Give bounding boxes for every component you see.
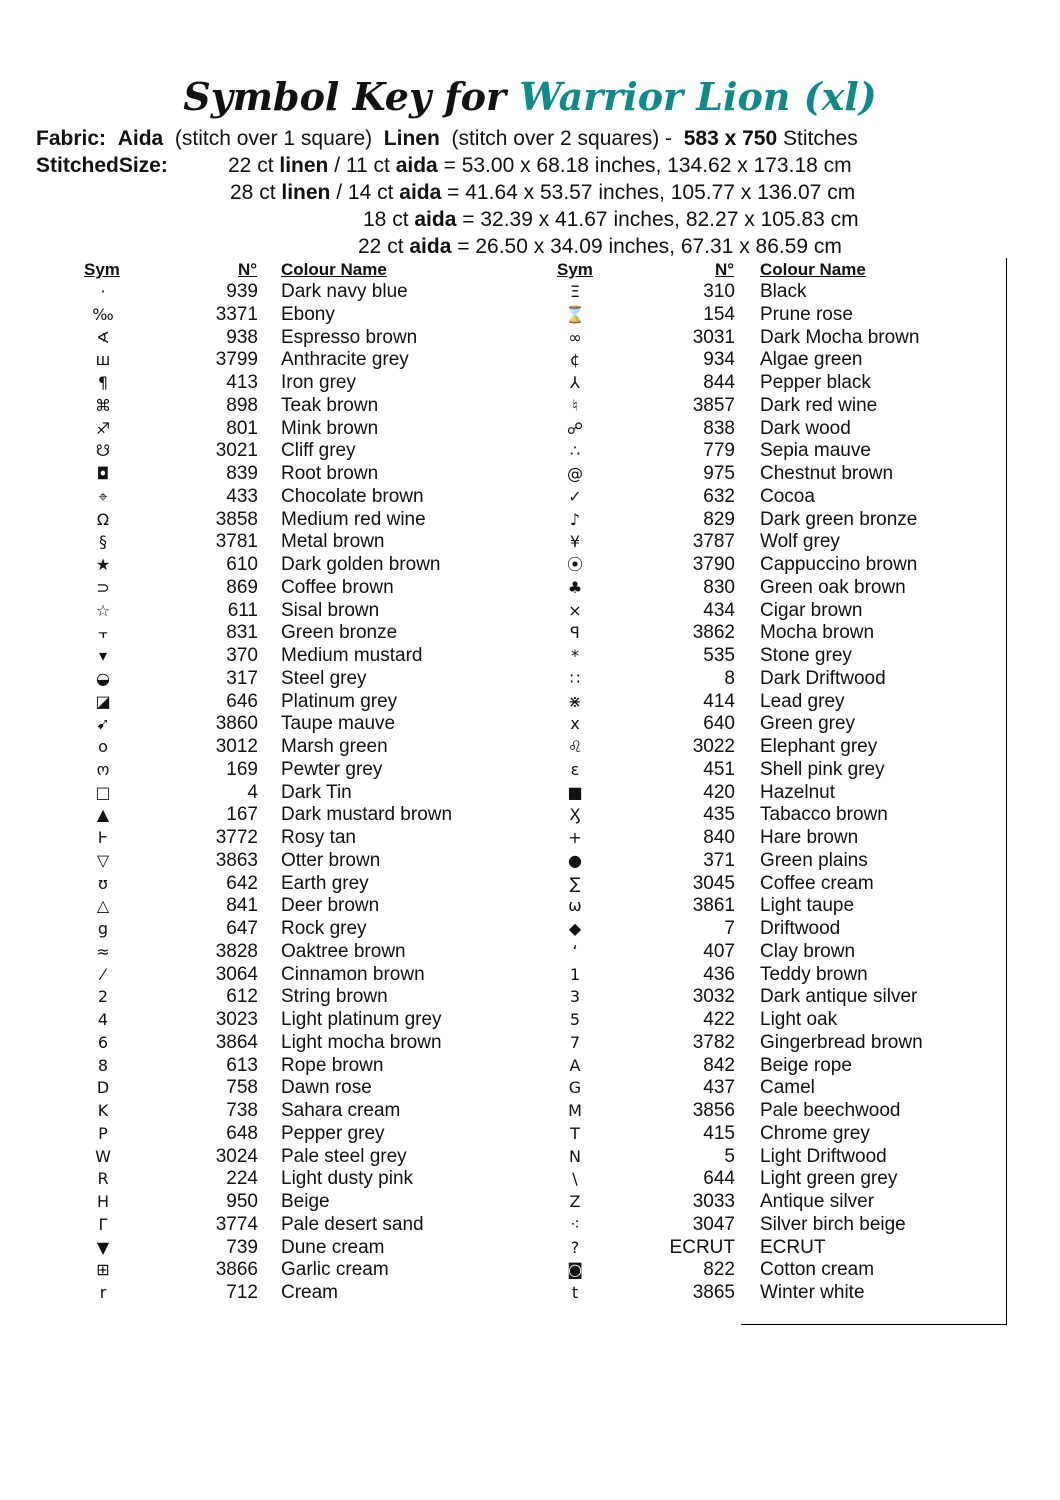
dmc-number: 3866 <box>215 1259 258 1281</box>
colour-name: Chrome grey <box>760 1122 870 1144</box>
dmc-number: 3045 <box>692 872 735 894</box>
symbol-glyph: Γ <box>98 1214 108 1234</box>
symbol-glyph: ≈ <box>96 941 110 961</box>
colour-name: Light Driftwood <box>760 1145 887 1167</box>
dmc-number: 3799 <box>215 349 258 371</box>
symbol-glyph: ш <box>95 350 111 370</box>
dmc-number: 738 <box>226 1100 258 1121</box>
symbol-glyph: G <box>568 1078 582 1098</box>
dmc-number: 3864 <box>215 1031 258 1053</box>
symbol-glyph: ● <box>568 850 582 870</box>
symbol-glyph: D <box>96 1078 110 1098</box>
fabric-linen-note: (stitch over 2 squares) - <box>451 127 673 150</box>
symbol-glyph: Z <box>569 1192 581 1211</box>
colour-name: Clay brown <box>760 940 856 962</box>
symbol-glyph: M <box>568 1101 582 1120</box>
dmc-number: 3772 <box>215 827 258 848</box>
colour-name: Mink brown <box>281 417 379 439</box>
dmc-number: 3863 <box>215 849 258 871</box>
dmc-number: 646 <box>226 690 258 712</box>
size-line-3: 18 ct aida = 32.39 x 41.67 inches, 82.27 x 105.83 cm <box>363 208 859 231</box>
colour-name: Winter white <box>760 1282 865 1303</box>
symbol-glyph: T <box>570 1123 580 1143</box>
dmc-number: 838 <box>703 417 735 439</box>
colour-name: Dark navy blue <box>281 281 408 302</box>
dmc-number: 611 <box>227 599 258 621</box>
symbol-glyph: \ <box>572 1169 578 1189</box>
colour-name: Dawn rose <box>281 1077 372 1099</box>
colour-name: Iron grey <box>281 372 356 393</box>
symbol-glyph: ☍ <box>566 418 584 438</box>
colour-name: Beige <box>281 1191 330 1212</box>
colour-name: Green plains <box>760 849 868 871</box>
symbol-glyph: ◪ <box>95 691 111 711</box>
colour-name: Dark mustard brown <box>281 804 453 826</box>
dmc-number: 371 <box>703 849 735 871</box>
dmc-number: 154 <box>703 303 735 325</box>
dmc-number: 3371 <box>215 303 258 325</box>
symbol-glyph: ⁖ <box>570 1214 580 1234</box>
symbol-glyph: ▽ <box>96 850 110 870</box>
dmc-number: 413 <box>226 372 258 393</box>
symbol-glyph: ¶ <box>97 373 109 392</box>
colour-name: Silver birch beige <box>760 1213 906 1235</box>
symbol-glyph: ♪ <box>569 509 581 529</box>
colour-name: Sisal brown <box>281 599 380 621</box>
symbol-glyph: ⊞ <box>96 1260 110 1280</box>
symbol-glyph: ⌘ <box>95 395 111 415</box>
dmc-number: 3856 <box>692 1100 735 1121</box>
symbol-glyph: ▼ <box>96 1237 110 1257</box>
colour-name: Pale beechwood <box>760 1100 901 1121</box>
symbol-glyph: o <box>98 737 108 756</box>
colour-name: Dark golden brown <box>281 554 441 575</box>
symbol-glyph: ◘ <box>96 464 110 483</box>
symbol-glyph: ꟼ <box>570 623 580 643</box>
symbol-glyph: ♣ <box>567 577 583 597</box>
dmc-number: 898 <box>226 394 258 416</box>
dmc-number: 3858 <box>215 508 258 530</box>
dmc-number: 437 <box>703 1077 735 1099</box>
colour-name: Light dusty pink <box>281 1168 414 1190</box>
dmc-number: 3032 <box>692 986 735 1008</box>
symbol-glyph: Ӽ <box>569 805 581 825</box>
right-border-line <box>1006 258 1007 1324</box>
symbol-glyph: § <box>99 532 107 552</box>
dmc-number: 841 <box>226 895 258 917</box>
symbol-glyph: ∴ <box>569 441 581 461</box>
symbol-glyph: □ <box>95 782 111 802</box>
colour-name: Rock grey <box>281 918 367 939</box>
dmc-number: 3064 <box>215 963 258 985</box>
colour-name: Cocoa <box>760 485 815 507</box>
symbol-glyph: 8 <box>97 1055 109 1075</box>
symbol-glyph: ◆ <box>568 919 582 938</box>
colour-name: Teddy brown <box>760 963 868 985</box>
symbol-glyph: · <box>100 282 106 301</box>
dmc-number: 869 <box>226 576 258 598</box>
symbol-glyph: ◒ <box>96 668 110 688</box>
symbol-glyph: ⁄ <box>101 964 105 984</box>
colour-name: ECRUT <box>760 1236 826 1258</box>
symbol-glyph: ⊃ <box>96 577 110 597</box>
symbol-glyph: 2 <box>97 987 109 1007</box>
colour-name: Earth grey <box>281 872 369 894</box>
symbol-glyph: 5 <box>569 1010 581 1029</box>
symbol-glyph: W <box>95 1146 111 1166</box>
dmc-number: 420 <box>703 781 735 803</box>
dmc-number: 642 <box>226 872 258 894</box>
colour-name: Lead grey <box>760 690 845 712</box>
dmc-number: 3781 <box>215 531 258 553</box>
colour-name: Green oak brown <box>760 576 906 598</box>
dmc-number: 3860 <box>215 713 258 735</box>
page-title <box>0 74 1060 119</box>
symbol-glyph: * <box>571 646 579 665</box>
dmc-number: 407 <box>703 940 735 962</box>
symbol-glyph: ♐ <box>95 418 111 438</box>
dmc-number: 610 <box>226 554 258 575</box>
symbol-glyph: @ <box>567 464 583 483</box>
dmc-number: 436 <box>703 963 735 985</box>
symbol-glyph: ‰ <box>92 304 114 324</box>
dmc-number: 435 <box>703 804 735 826</box>
dmc-number: 975 <box>703 463 735 484</box>
colour-name: Rope brown <box>281 1054 384 1076</box>
colour-name: Taupe mauve <box>281 713 396 735</box>
fabric-aida: Aida <box>117 127 164 150</box>
symbol-glyph: N <box>569 1146 581 1166</box>
dmc-number: 3033 <box>692 1191 735 1212</box>
dmc-number: 7 <box>724 918 735 939</box>
header-num-left: N° <box>238 260 258 279</box>
stitch-count: 583 x 750 <box>683 127 778 150</box>
dmc-number: 950 <box>226 1191 258 1212</box>
symbol-glyph: ε <box>570 759 580 779</box>
colour-name: Pewter grey <box>281 758 383 780</box>
symbol-glyph: ∢ <box>96 327 110 347</box>
fabric-label: Fabric: <box>36 127 107 150</box>
dmc-number: 5 <box>724 1145 735 1167</box>
symbol-glyph: ∷ <box>569 668 581 688</box>
colour-name: Light mocha brown <box>281 1031 442 1053</box>
symbol-glyph: R <box>97 1169 109 1189</box>
colour-name: Driftwood <box>760 918 841 939</box>
header-num-right: N° <box>715 260 735 279</box>
symbol-glyph: △ <box>96 896 110 916</box>
colour-name: Metal brown <box>281 531 385 553</box>
symbol-glyph: 1 <box>569 964 581 984</box>
dmc-number: 644 <box>703 1168 735 1190</box>
fabric-aida-note: (stitch over 1 square) <box>174 127 373 150</box>
symbol-glyph: Ξ <box>569 282 581 301</box>
dmc-number: 840 <box>703 827 735 848</box>
colour-name: Pale steel grey <box>281 1145 407 1167</box>
symbol-glyph: 3 <box>569 987 581 1007</box>
symbol-glyph: ⦿ <box>566 555 583 574</box>
dmc-number: 822 <box>703 1259 735 1281</box>
colour-name: Cliff grey <box>281 440 356 462</box>
dmc-number: 842 <box>703 1054 735 1076</box>
colour-name: Dark antique silver <box>760 986 918 1008</box>
symbol-glyph: 6 <box>97 1032 109 1052</box>
colour-name: Dark Driftwood <box>760 667 886 689</box>
symbol-glyph: Ω <box>96 509 110 529</box>
symbol-glyph: ✓ <box>568 486 582 506</box>
dmc-number: 844 <box>703 372 735 393</box>
size-line-1: 22 ct linen / 11 ct aida = 53.00 x 68.18 inches, 134.62 x 173.18 cm <box>228 154 852 177</box>
colour-name: Rosy tan <box>281 827 356 848</box>
dmc-number: 451 <box>703 758 735 780</box>
dmc-number: 3857 <box>692 394 735 416</box>
symbol-glyph: ო <box>96 759 110 779</box>
dmc-number: 415 <box>703 1122 735 1144</box>
colour-name: Cream <box>281 1282 339 1303</box>
dmc-number: 839 <box>226 463 258 484</box>
colour-name: Prune rose <box>760 303 853 325</box>
symbol-glyph: ∑ <box>569 873 581 893</box>
dmc-number: 938 <box>226 326 258 348</box>
symbol-glyph: ♮ <box>572 395 578 415</box>
symbol-glyph: A <box>569 1055 581 1075</box>
colour-name: Antique silver <box>760 1191 875 1212</box>
colour-name: Wolf grey <box>760 531 840 553</box>
dmc-number: 712 <box>226 1282 258 1303</box>
size-line-2: 28 ct linen / 14 ct aida = 41.64 x 53.57 inches, 105.77 x 136.07 cm <box>230 181 856 204</box>
dmc-number: 3774 <box>215 1213 258 1235</box>
dmc-number: 3021 <box>215 440 258 462</box>
symbol-glyph: ◙ <box>567 1260 583 1280</box>
dmc-number: ECRUT <box>669 1236 735 1258</box>
dmc-number: 434 <box>703 599 735 621</box>
symbol-glyph: r <box>99 1283 107 1302</box>
symbol-glyph: ʻ <box>572 941 578 961</box>
dmc-number: 317 <box>226 667 258 689</box>
colour-name: Gingerbread brown <box>760 1031 923 1053</box>
symbol-glyph: ∞ <box>568 327 582 347</box>
colour-name: Sepia mauve <box>760 440 871 462</box>
colour-name: Ebony <box>281 303 335 325</box>
colour-name: Dark Tin <box>281 781 352 803</box>
colour-name: Medium mustard <box>281 645 423 666</box>
colour-name: Light platinum grey <box>281 1009 442 1030</box>
colour-name: Pepper black <box>760 372 871 393</box>
colour-name: Camel <box>760 1077 815 1099</box>
dmc-number: 310 <box>703 281 735 302</box>
colour-name: Medium red wine <box>281 508 426 530</box>
colour-name: Light oak <box>760 1009 838 1030</box>
colour-name: Otter brown <box>281 849 381 871</box>
symbol-glyph: ? <box>570 1237 580 1257</box>
dmc-number: 8 <box>724 667 735 689</box>
dmc-number: 3022 <box>692 736 735 757</box>
symbol-glyph: ⫟ <box>98 623 108 643</box>
dmc-number: 3031 <box>692 326 735 348</box>
size-line-4: 22 ct aida = 26.50 x 34.09 inches, 67.31 x 86.59 cm <box>358 235 842 258</box>
colour-name: Dark red wine <box>760 394 878 416</box>
symbol-glyph: ¥ <box>569 532 581 552</box>
dmc-number: 640 <box>703 713 735 735</box>
colour-name: Beige rope <box>760 1054 852 1076</box>
header-name-right: Colour Name <box>760 260 866 279</box>
dmc-number: 632 <box>703 485 735 507</box>
dmc-number: 169 <box>226 758 258 780</box>
symbol-glyph: ★ <box>95 555 111 574</box>
colour-name: Stone grey <box>760 645 852 666</box>
colour-name: Algae green <box>760 349 863 371</box>
symbol-glyph: H <box>96 1192 110 1211</box>
header-sym-left: Sym <box>84 260 120 279</box>
symbol-glyph: 7 <box>569 1032 581 1052</box>
colour-name: Root brown <box>281 463 379 484</box>
colour-name: Dark wood <box>760 417 851 439</box>
dmc-number: 779 <box>703 440 735 462</box>
dmc-number: 934 <box>703 349 735 371</box>
colour-name: Garlic cream <box>281 1259 389 1281</box>
colour-name: Steel grey <box>281 667 367 689</box>
symbol-glyph: ♌ <box>567 737 583 756</box>
colour-name: Marsh green <box>281 736 388 757</box>
colour-name: Elephant grey <box>760 736 878 757</box>
dmc-number: 612 <box>226 986 258 1008</box>
dmc-number: 3828 <box>215 940 258 962</box>
colour-name: Dark Mocha brown <box>760 326 920 348</box>
dmc-number: 3023 <box>215 1009 258 1030</box>
colour-name: Light taupe <box>760 895 855 917</box>
fabric-line <box>36 127 858 151</box>
title-prefix: Symbol Key for <box>183 74 506 119</box>
colour-name: Hazelnut <box>760 781 835 803</box>
colour-name: Green bronze <box>281 622 398 644</box>
dmc-number: 535 <box>703 645 735 666</box>
dmc-number: 739 <box>226 1236 258 1258</box>
colour-name: Chocolate brown <box>281 485 424 507</box>
colour-name: Espresso brown <box>281 326 418 348</box>
colour-name: String brown <box>281 986 388 1008</box>
dmc-number: 3787 <box>692 531 735 553</box>
dmc-number: 4 <box>247 781 258 803</box>
symbol-glyph: K <box>97 1101 109 1120</box>
symbol-glyph: ➹ <box>96 714 110 734</box>
stitch-suffix: Stitches <box>783 127 858 150</box>
colour-name: Teak brown <box>281 394 379 416</box>
symbol-glyph: t <box>571 1283 579 1302</box>
fabric-linen: Linen <box>383 127 440 150</box>
dmc-number: 370 <box>226 645 258 666</box>
dmc-number: 829 <box>703 508 735 530</box>
dmc-number: 3861 <box>692 895 735 917</box>
dmc-number: 3862 <box>692 622 735 644</box>
colour-name: Cotton cream <box>760 1259 875 1281</box>
colour-name: Coffee cream <box>760 872 874 894</box>
symbol-glyph: ▲ <box>96 805 110 825</box>
bottom-border-line <box>741 1324 1007 1325</box>
symbol-glyph: P <box>98 1123 108 1143</box>
stitched-size-label: StitchedSize: <box>36 154 168 177</box>
symbol-glyph: ☆ <box>95 600 111 620</box>
dmc-number: 3782 <box>692 1031 735 1053</box>
dmc-number: 801 <box>226 417 258 439</box>
symbol-glyph: ⋇ <box>568 691 582 711</box>
header-name-left: Colour Name <box>281 260 387 279</box>
colour-name: Cigar brown <box>760 599 863 621</box>
symbol-glyph: ⌛ <box>565 304 585 324</box>
dmc-number: 167 <box>226 804 258 826</box>
dmc-number: 433 <box>226 485 258 507</box>
symbol-glyph: ⌖ <box>98 486 108 506</box>
dmc-number: 422 <box>703 1009 735 1030</box>
symbol-glyph: ☋ <box>95 441 111 461</box>
colour-name: Cinnamon brown <box>281 963 425 985</box>
symbol-glyph: ⨯ <box>568 600 582 620</box>
colour-name: Hare brown <box>760 827 859 848</box>
colour-name: Light green grey <box>760 1168 898 1190</box>
header-sym-right: Sym <box>557 260 593 279</box>
dmc-number: 648 <box>226 1122 258 1144</box>
colour-name: Mocha brown <box>760 622 875 644</box>
colour-name: Shell pink grey <box>760 758 885 780</box>
dmc-number: 224 <box>226 1168 258 1190</box>
dmc-number: 3047 <box>692 1213 735 1235</box>
colour-name: Dark green bronze <box>760 508 918 530</box>
symbol-glyph: ⅄ <box>570 373 580 392</box>
colour-name: Dune cream <box>281 1236 385 1258</box>
dmc-number: 3012 <box>215 736 258 757</box>
colour-name: Cappuccino brown <box>760 554 918 575</box>
colour-name: Pale desert sand <box>281 1213 424 1235</box>
symbol-glyph: x <box>570 714 580 734</box>
colour-name: Pepper grey <box>281 1122 385 1144</box>
symbol-glyph: ʊ <box>98 873 108 893</box>
pattern-name: Warrior Lion (xl) <box>519 74 877 119</box>
dmc-number: 830 <box>703 576 735 598</box>
symbol-glyph: 4 <box>97 1010 109 1029</box>
dmc-number: 613 <box>226 1054 258 1076</box>
dmc-number: 831 <box>226 622 258 644</box>
colour-name: Anthracite grey <box>281 349 409 371</box>
colour-name: Green grey <box>760 713 856 735</box>
dmc-number: 939 <box>226 281 258 302</box>
colour-name: Chestnut brown <box>760 463 894 484</box>
dmc-number: 3790 <box>692 554 735 575</box>
colour-name: Tabacco brown <box>760 804 888 826</box>
symbol-glyph: ω <box>568 896 582 916</box>
colour-name: Coffee brown <box>281 576 394 598</box>
dmc-number: 647 <box>226 918 258 939</box>
symbol-glyph: g <box>97 919 109 938</box>
symbol-glyph: Ͱ <box>97 828 109 847</box>
dmc-number: 3024 <box>215 1145 258 1167</box>
symbol-glyph: ▾ <box>98 646 108 665</box>
dmc-number: 3865 <box>692 1282 735 1303</box>
symbol-glyph: + <box>568 828 582 847</box>
dmc-number: 414 <box>703 690 735 712</box>
symbol-glyph: ¢ <box>569 350 581 370</box>
colour-name: Sahara cream <box>281 1100 401 1121</box>
colour-name: Oaktree brown <box>281 940 406 962</box>
colour-name: Black <box>760 281 807 302</box>
colour-name: Deer brown <box>281 895 380 917</box>
dmc-number: 758 <box>226 1077 258 1099</box>
symbol-glyph: ■ <box>567 782 583 802</box>
colour-name: Platinum grey <box>281 690 398 712</box>
